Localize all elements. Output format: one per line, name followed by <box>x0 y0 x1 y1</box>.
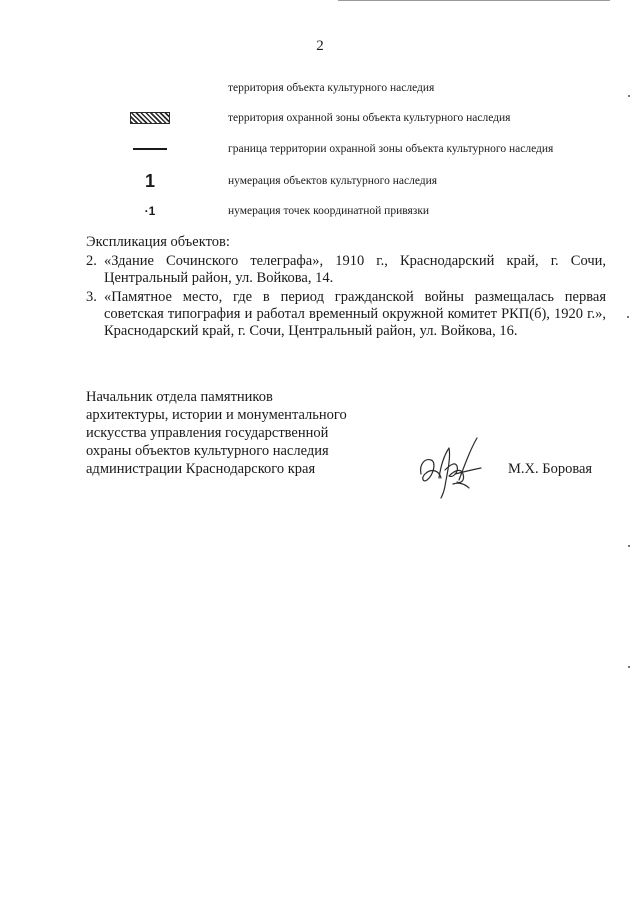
legend-symbol-point <box>130 203 170 219</box>
boundary-line-icon <box>133 148 167 150</box>
signatory-title-line: Начальник отдела памятников <box>86 389 273 405</box>
legend-symbol-numeral <box>130 173 170 189</box>
legend-item-protection-zone <box>130 108 570 128</box>
explication-item-text: «Здание Сочинского телеграфа», 1910 г., Краснодарский край, г. Сочи, Центральный район, ул. Войкова, 14. <box>104 253 606 286</box>
signatory-title-line: охраны объектов культурного наследия <box>86 443 329 459</box>
legend-text: нумерация объектов культурного наследия <box>228 174 438 187</box>
explication-section <box>86 234 606 342</box>
legend-symbol-hatch <box>130 110 170 126</box>
handwritten-signature-icon <box>415 434 487 500</box>
legend-text: нумерация точек координатной привязки <box>228 204 430 217</box>
scan-speck <box>627 316 629 318</box>
legend <box>130 78 570 224</box>
legend-item-point-numbering <box>130 198 570 224</box>
legend-text: территория объекта культурного наследия <box>228 81 435 94</box>
signatory-title-line: администрации Краснодарского края <box>86 461 316 477</box>
object-number-label: 1 <box>144 171 155 191</box>
legend-item-object-numbering <box>130 168 570 194</box>
legend-text: граница территории охранной зоны объекта культурного наследия <box>228 142 554 155</box>
explication-item-text: «Памятное место, где в период гражданской войны размещалась первая советская типография и работал временный окружной комитет РКП(б), 1920 г.», Краснодарский край, г. Сочи, Центральный район, ул. Войкова, 16. <box>104 289 606 339</box>
explication-heading: Экспликация объектов: <box>86 234 230 250</box>
explication-item-number: 3. <box>86 289 97 305</box>
signatory-name: М.Х. Боровая <box>508 461 593 477</box>
page-number: 2 <box>316 38 324 54</box>
explication-item <box>86 289 606 340</box>
scan-speck <box>628 545 630 547</box>
signatory-title-line: искусства управления государственной <box>86 425 329 441</box>
legend-symbol-blank <box>130 80 170 96</box>
legend-item-zone-boundary <box>130 134 570 164</box>
scan-speck <box>628 95 630 97</box>
signatory-title <box>86 388 386 478</box>
explication-item <box>86 253 606 287</box>
signatory-title-line: архитектуры, истории и монументального <box>86 407 347 423</box>
point-number-label: ·1 <box>144 204 156 218</box>
scan-speck <box>628 666 630 668</box>
legend-item-territory <box>130 78 570 98</box>
legend-symbol-line <box>130 141 170 157</box>
explication-item-number: 2. <box>86 253 97 269</box>
legend-text: территория охранной зоны объекта культурного наследия <box>228 111 511 124</box>
top-rule <box>338 0 610 1</box>
hatch-pattern-icon <box>130 112 170 124</box>
